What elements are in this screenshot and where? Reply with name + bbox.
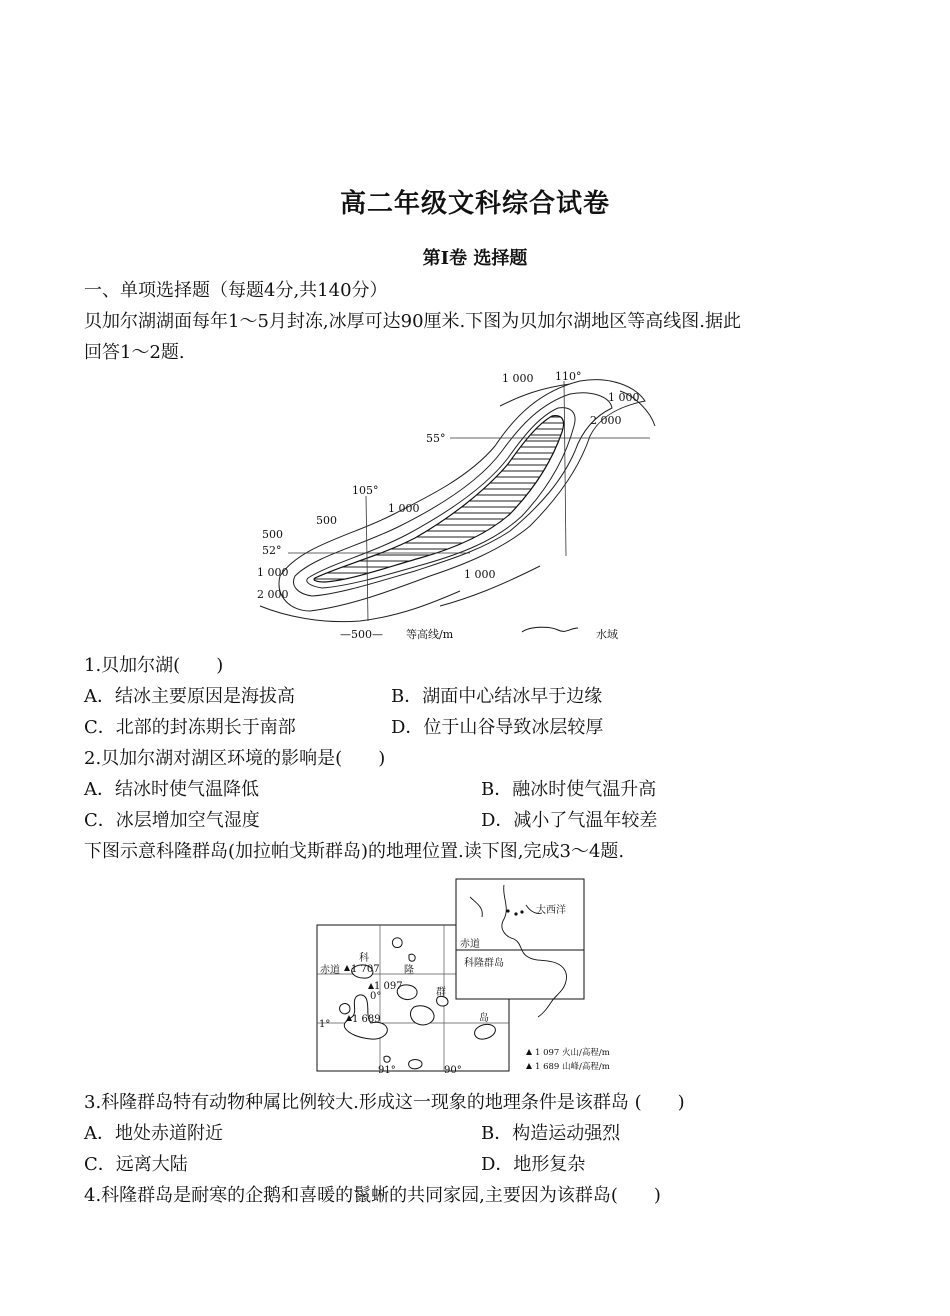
q1-option-c[interactable]: C．北部的封冻期长于南部 xyxy=(84,717,296,738)
label-lon-90: 90° xyxy=(444,1065,462,1076)
part-header: 一、单项选择题（每题4分,共140分） xyxy=(84,280,388,301)
legend-contour-label: 等高线/m xyxy=(406,628,454,641)
legend-water-swatch xyxy=(522,627,578,632)
label-peak-1097: 1 097 xyxy=(374,981,403,992)
q3-option-b[interactable]: B．构造运动强烈 xyxy=(481,1123,621,1144)
section-heading: 第Ⅰ卷 选择题 xyxy=(422,248,528,269)
label-contour-2000-left: 2 000 xyxy=(257,588,289,601)
inset-island-1 xyxy=(506,909,509,912)
island-south xyxy=(409,1060,422,1069)
page-title: 高二年级文科综合试卷 xyxy=(339,189,610,219)
label-equator-inset: 赤道 xyxy=(460,939,480,950)
baikal-contour-map xyxy=(240,366,660,648)
q2-option-c[interactable]: C．冰层增加空气湿度 xyxy=(84,810,260,831)
island-santa-cruz xyxy=(411,1006,435,1025)
label-contour-1000-left: 1 000 xyxy=(257,566,289,579)
q2-option-a[interactable]: A．结冰时使气温降低 xyxy=(84,779,259,800)
legend-volcano-icon xyxy=(526,1049,532,1055)
label-peak-1689: 1 689 xyxy=(352,1014,381,1025)
label-long: 隆 xyxy=(404,965,414,976)
island-north-1 xyxy=(392,938,402,948)
island-fernandina xyxy=(340,1004,350,1014)
label-dao: 岛 xyxy=(479,1013,489,1024)
label-contour-1000-bottom: 1 000 xyxy=(464,568,496,581)
question-4-stem: 4.科隆群岛是耐寒的企鹅和喜暖的鬣蜥的共同家园,主要因为该群岛( ) xyxy=(84,1185,661,1206)
intro-text-2: 下图示意科隆群岛(加拉帕戈斯群岛)的地理位置.读下图,完成3～4题. xyxy=(84,841,625,862)
label-contour-500-mid: 500 xyxy=(316,514,337,527)
label-contour-1000-right: 1 000 xyxy=(608,391,640,404)
label-contour-2000-right: 2 000 xyxy=(590,414,622,427)
island-southwest xyxy=(384,1056,390,1062)
question-1-stem: 1.贝加尔湖( ) xyxy=(84,655,224,676)
q3-option-d[interactable]: D．地形复杂 xyxy=(481,1154,586,1175)
label-atlantic: 大西洋 xyxy=(536,905,566,916)
q2-option-b[interactable]: B．融冰时使气温升高 xyxy=(481,779,657,800)
inset-island-2 xyxy=(514,912,517,915)
label-lon-91: 91° xyxy=(378,1065,396,1076)
island-north-2 xyxy=(409,954,415,961)
label-galapagos-inset: 科隆群岛 xyxy=(464,958,504,969)
inset-island-3 xyxy=(520,910,523,913)
q1-option-d[interactable]: D．位于山谷导致冰层较厚 xyxy=(391,717,604,738)
contour-south-hills xyxy=(260,566,540,622)
q3-option-a[interactable]: A．地处赤道附近 xyxy=(84,1123,223,1144)
label-equator: 赤道 xyxy=(320,965,340,976)
label-lon-110: 110° xyxy=(555,370,582,383)
label-ke: 科 xyxy=(359,953,369,964)
question-2-stem: 2.贝加尔湖对湖区环境的影响是( ) xyxy=(84,748,386,769)
q1-option-a[interactable]: A．结冰主要原因是海拔高 xyxy=(84,686,295,707)
label-contour-1000-top: 1 000 xyxy=(502,372,534,385)
question-3-stem: 3.科隆群岛特有动物种属比例较大.形成这一现象的地理条件是该群岛 ( ) xyxy=(84,1092,685,1113)
q3-option-c[interactable]: C．远离大陆 xyxy=(84,1154,188,1175)
label-lon-0: 0° xyxy=(370,991,382,1002)
legend-water-label: 水域 xyxy=(596,628,618,641)
legend-volcano-label: 1 097 火山/高程/m xyxy=(535,1048,610,1058)
label-contour-1000-mid: 1 000 xyxy=(388,502,420,515)
label-peak-1707: 1 707 xyxy=(351,964,380,975)
q1-option-b[interactable]: B．湖面中心结冰早于边缘 xyxy=(391,686,603,707)
label-lat-52: 52° xyxy=(262,544,282,557)
label-lon-105: 105° xyxy=(352,484,379,497)
legend-peak-label: 1 689 山峰/高程/m xyxy=(535,1062,610,1072)
intro-text-1-cont: 回答1～2题. xyxy=(84,342,185,363)
galapagos-location-map xyxy=(314,877,654,1077)
intro-text-1: 贝加尔湖湖面每年1～5月封冻,冰厚可达90厘米.下图为贝加尔湖地区等高线图.据此 xyxy=(84,311,741,332)
label-lat-55: 55° xyxy=(426,432,446,445)
label-contour-500-left: 500 xyxy=(262,528,283,541)
q2-option-d[interactable]: D．减小了气温年较差 xyxy=(481,810,658,831)
legend-peak-icon xyxy=(526,1063,532,1069)
legend-contour-sample: —500— xyxy=(340,628,383,641)
label-qun: 群 xyxy=(436,987,446,998)
label-lat-1: 1° xyxy=(319,1019,331,1030)
